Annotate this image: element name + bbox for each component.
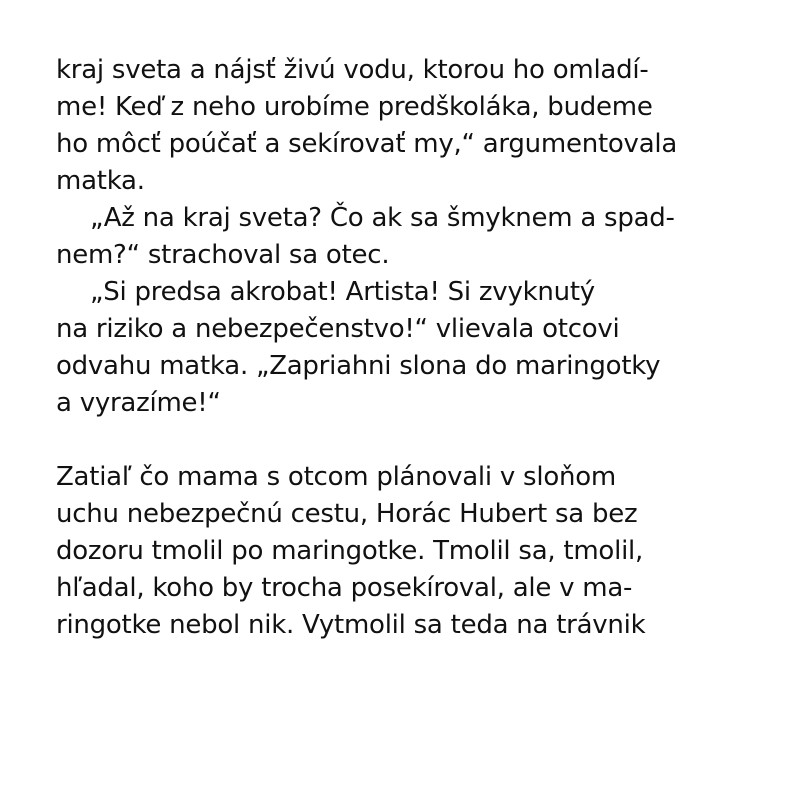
text-line: kraj sveta a nájsť živú vodu, ktorou ho omladí-	[56, 55, 649, 85]
text-line: „Si predsa akrobat! Artista! Si zvyknutý	[90, 277, 595, 307]
text-line: nem?“ strachoval sa otec.	[56, 240, 390, 270]
text-line: na riziko a nebezpečenstvo!“ vlievala otcovi	[56, 314, 620, 344]
text-line: ringotke nebol nik. Vytmolil sa teda na trávnik	[56, 610, 646, 640]
text-line: matka.	[56, 166, 145, 196]
text-line: uchu nebezpečnú cestu, Horác Hubert sa bez	[56, 499, 638, 529]
text-line: Zatiaľ čo mama s otcom plánovali v sloňom	[56, 462, 616, 492]
text-line: me! Keď z neho urobíme predškoláka, budeme	[56, 92, 653, 122]
text-line: odvahu matka. „Zapriahni slona do maringotky	[56, 351, 661, 381]
text-line: „Až na kraj sveta? Čo ak sa šmyknem a spad-	[90, 203, 675, 233]
text-line: ho môcť poúčať a sekírovať my,“ argumentovala	[56, 129, 678, 159]
text-line: hľadal, koho by trocha posekíroval, ale v ma-	[56, 573, 633, 603]
text-line: a vyrazíme!“	[56, 388, 221, 418]
text-line: dozoru tmolil po maringotke. Tmolil sa, tmolil,	[56, 536, 644, 566]
